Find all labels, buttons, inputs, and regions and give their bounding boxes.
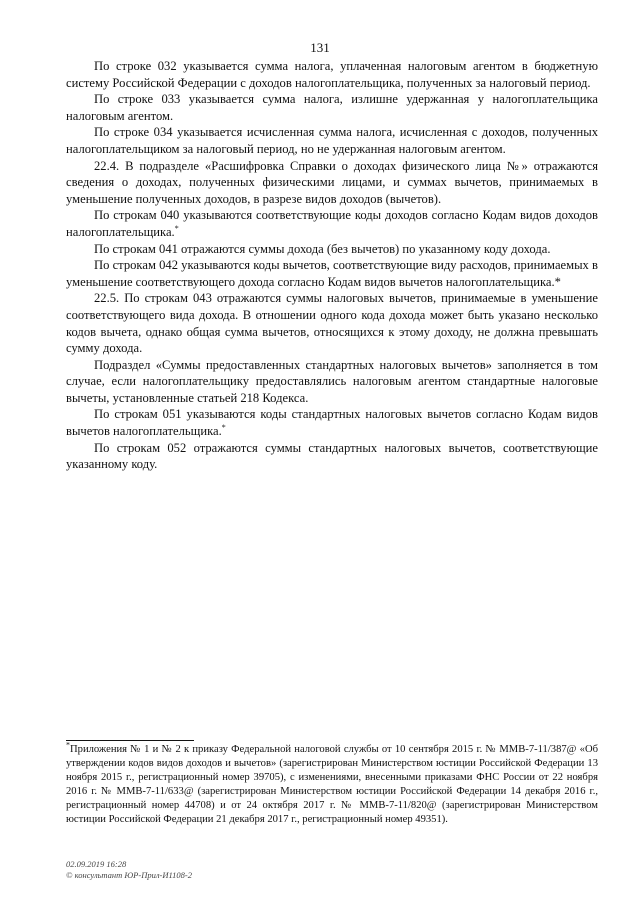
page-number: 131	[310, 40, 330, 55]
stamp-datetime: 02.09.2019 16:28	[66, 859, 127, 869]
paragraph-line-033: По строке 033 указывается сумма налога, излишне удержанная у налогоплательщика налоговым агентом.	[66, 92, 598, 123]
paragraph-line-034: По строке 034 указывается исчисленная сумма налога, исчисленная с доходов, полученных налогоплательщиком за налоговый период, но не удержанная налоговым агентом.	[66, 125, 598, 156]
paragraph-standard-deductions: Подраздел «Суммы предоставленных стандартных налоговых вычетов» заполняется в том случае, если налогоплательщику предоставлялись налоговым агентом стандартные налоговые вычеты, установленные статьей 218 Кодекса.	[66, 357, 598, 405]
footnote-text: Приложения № 1 и № 2 к приказу Федеральной налоговой службы от 10 сентября 2015 г. № ММВ-7-11/387@ «Об утверждении кодов видов доходов и вычетов» (зарегистрирован Министерством юстиции Российской Федерации 13 ноября 2015 г., регистрационный номер 39705), с изменениями, внесенными приказами ФНС России от 22 ноября 2016 г. № ММВ-7-11/633@ (зарегистрирован Министерством юстиции Российской Федерации 14 декабря 2016 г., регистрационный номер 44708) и от 24 октября 2017 г. № ММВ-7-11/820@ (зарегистрирован Министерством юстиции Российской Федерации 21 декабря 2017 г., регистрационный номер 49351).	[66, 744, 598, 825]
footnote-paragraph	[66, 740, 598, 827]
footnote	[66, 740, 598, 827]
paragraph-line-042	[66, 257, 598, 290]
paragraph-line-040	[66, 207, 598, 240]
paragraph-line-051	[66, 406, 598, 439]
footnote-divider	[66, 740, 194, 741]
footnote-reference: *	[221, 422, 226, 432]
paragraph-line-042-text: По строкам 042 указываются коды вычетов, соответствующие виду расходов, принимаемых в уменьшение соответствующего дохода согласно Кодам видов вычетов налогоплательщика.	[66, 258, 598, 289]
footnote-reference: *	[554, 274, 561, 289]
print-stamp	[66, 859, 192, 881]
paragraph-line-032: По строке 032 указывается сумма налога, уплаченная налоговым агентом в бюджетную систему Российской Федерации с доходов налогоплательщика, полученных за налоговый период.	[66, 59, 598, 90]
paragraph-line-051-text: По строкам 051 указываются коды стандартных налоговых вычетов согласно Кодам видов вычетов налогоплательщика.	[66, 407, 598, 439]
paragraph-section-22-5: 22.5. По строкам 043 отражаются суммы налоговых вычетов, принимаемые в уменьшение соответствующего вида дохода. В отношении одного кода дохода может быть указано несколько кодов вычета, однако общая сумма вычетов, относящихся к этому доходу, не должна превышать сумму дохода.	[66, 291, 598, 356]
paragraph-line-041: По строкам 041 отражаются суммы дохода (без вычетов) по указанному коду дохода.	[94, 241, 551, 256]
footnote-reference: *	[174, 223, 179, 233]
body-text	[66, 58, 598, 473]
paragraph-line-040-text: По строкам 040 указываются соответствующие коды доходов согласно Кодам видов доходов налогоплательщика.	[66, 208, 598, 239]
stamp-source: © консультант ЮР-Прил-И1108-2	[66, 870, 192, 880]
footnote-mark: *	[66, 740, 70, 750]
paragraph-line-052: По строкам 052 отражаются суммы стандартных налоговых вычетов, соответствующие указанному коду.	[66, 440, 598, 472]
paragraph-section-22-4: 22.4. В подразделе «Расшифровка Справки о доходах физического лица №» отражаются сведения о доходах, полученных физическими лицами, и суммах вычетов, принимаемых в уменьшение полученных доходов, в разрезе видов доходов (вычетов).	[66, 158, 598, 206]
